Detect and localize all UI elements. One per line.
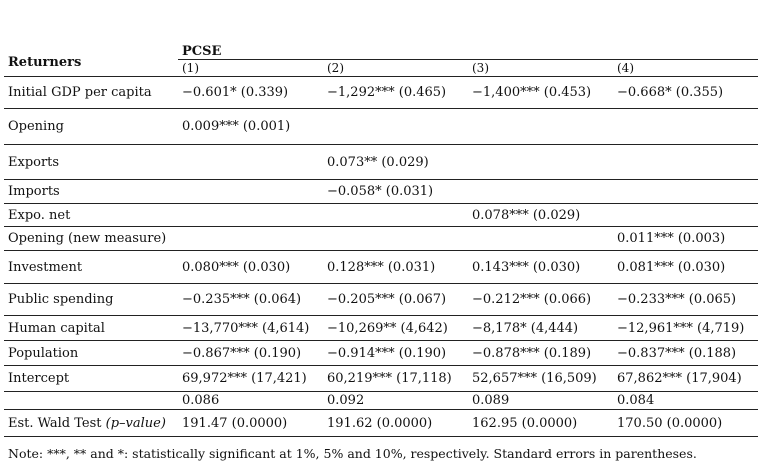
table-row-exports (4, 145, 758, 180)
table-cell: 52,657*** (16,509) (468, 366, 613, 392)
row-label: Human capital (4, 316, 178, 341)
table-cell: 67,862*** (17,904) (613, 366, 758, 392)
row-label: Public spending (4, 284, 178, 316)
table-cell: −8,178* (4,444) (468, 316, 613, 341)
table-cell: 170.50 (0.0000) (613, 410, 758, 437)
table-cell (468, 109, 613, 145)
table-cell: −0.058* (0.031) (323, 180, 468, 204)
table-cell: −10,269** (4,642) (323, 316, 468, 341)
table-row-unlabeled-statistic (4, 392, 758, 410)
wald-label-text: Est. Wald Test (8, 415, 106, 431)
table-cell: 69,972*** (17,421) (178, 366, 323, 392)
row-label: Intercept (4, 366, 178, 392)
table-cell: −0.601* (0.339) (178, 77, 323, 109)
table-row-public-spending (4, 284, 758, 316)
table-cell (323, 227, 468, 251)
table-cell: −0.837*** (0.188) (613, 341, 758, 366)
table-row-human-capital (4, 316, 758, 341)
table-cell: −0.235*** (0.064) (178, 284, 323, 316)
column-number-1: (1) (182, 61, 199, 75)
row-label: Expo. net (4, 204, 178, 227)
table-cell: 0.081*** (0.030) (613, 251, 758, 284)
table-cell: 0.080*** (0.030) (178, 251, 323, 284)
table-cell: 0.078*** (0.029) (468, 204, 613, 227)
row-label: Opening (4, 109, 178, 145)
table-note: Note: ***, ** and *: statistically significant at 1%, 5% and 10%, respectively. Standard errors in parentheses. (8, 446, 697, 461)
table-cell: 191.62 (0.0000) (323, 410, 468, 437)
table-cell (468, 180, 613, 204)
table-row-opening-new-measure (4, 227, 758, 251)
table-cell (468, 227, 613, 251)
table-cell: 0.089 (468, 392, 613, 410)
table-cell (613, 204, 758, 227)
stub-header: Returners (8, 54, 82, 70)
table-row-opening (4, 109, 758, 145)
wald-label-italic: (p–value) (105, 415, 166, 431)
regression-table (4, 42, 758, 437)
table-cell: 0.143*** (0.030) (468, 251, 613, 284)
table-cell (613, 109, 758, 145)
table-cell: 162.95 (0.0000) (468, 410, 613, 437)
table-cell: −0.212*** (0.066) (468, 284, 613, 316)
table-cell: −1,292*** (0.465) (323, 77, 468, 109)
column-number-3: (3) (472, 61, 489, 75)
table-cell: 0.084 (613, 392, 758, 410)
table-cell: 0.009*** (0.001) (178, 109, 323, 145)
table-cell: −0.205*** (0.067) (323, 284, 468, 316)
table-cell (178, 227, 323, 251)
table-cell (613, 145, 758, 180)
row-label: Opening (new measure) (4, 227, 178, 251)
table-cell (178, 180, 323, 204)
column-number-2: (2) (327, 61, 344, 75)
table-cell: −0.233*** (0.065) (613, 284, 758, 316)
table-cell (323, 109, 468, 145)
table-cell: −0.914*** (0.190) (323, 341, 468, 366)
row-label: Population (4, 341, 178, 366)
table-row-imports (4, 180, 758, 204)
table-cell: −0.878*** (0.189) (468, 341, 613, 366)
table-cell: 191.47 (0.0000) (178, 410, 323, 437)
table-cell: 0.092 (323, 392, 468, 410)
row-label (4, 410, 178, 437)
table-cell (178, 204, 323, 227)
table-cell: −0.867*** (0.190) (178, 341, 323, 366)
row-label: Imports (4, 180, 178, 204)
table-cell (178, 145, 323, 180)
table-cell (613, 180, 758, 204)
table-cell: −1,400*** (0.453) (468, 77, 613, 109)
table-cell: 0.128*** (0.031) (323, 251, 468, 284)
table-cell: −0.668* (0.355) (613, 77, 758, 109)
table-cell: 0.011*** (0.003) (613, 227, 758, 251)
column-number-4: (4) (617, 61, 634, 75)
table-row-initial-gdp (4, 77, 758, 109)
regression-table-container (4, 42, 758, 437)
group-header-pcse: PCSE (178, 42, 758, 60)
row-label: Initial GDP per capita (4, 77, 178, 109)
row-label: Exports (4, 145, 178, 180)
table-cell (323, 204, 468, 227)
table-row-population (4, 341, 758, 366)
table-row-investment (4, 251, 758, 284)
table-row-intercept (4, 366, 758, 392)
table-cell (468, 145, 613, 180)
table-cell: 0.073** (0.029) (323, 145, 468, 180)
table-cell: 60,219*** (17,118) (323, 366, 468, 392)
table-cell: 0.086 (178, 392, 323, 410)
row-label: Investment (4, 251, 178, 284)
table-cell: −13,770*** (4,614) (178, 316, 323, 341)
table-cell: −12,961*** (4,719) (613, 316, 758, 341)
table-row-expo-net (4, 204, 758, 227)
table-row-wald-test (4, 410, 758, 437)
row-label (4, 392, 178, 410)
